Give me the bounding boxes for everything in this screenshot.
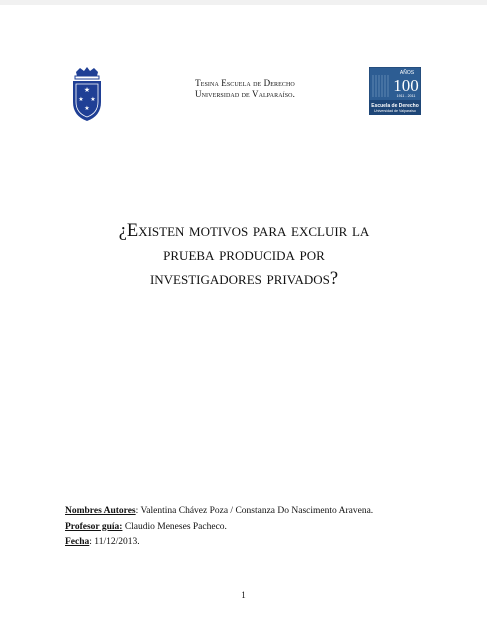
header-line-university: Universidad de Valparaíso.: [195, 89, 295, 99]
anniversary-range: 1911 - 2011: [396, 94, 416, 98]
anniversary-years: 100: [393, 76, 419, 95]
title-line-1: ¿Existen motivos para excluir la: [118, 221, 370, 241]
thesis-metadata: [65, 504, 445, 551]
date-label: Fecha: [65, 537, 90, 547]
anniversary-word: AÑOS: [399, 70, 415, 76]
authors-value: : Valentina Chávez Poza / Constanza Do Nascimento Aravena.: [135, 506, 374, 516]
svg-text:★: ★: [90, 96, 96, 103]
advisor-label: Profesor guía:: [65, 521, 123, 532]
advisor-value: Claudio Meneses Pacheco.: [122, 521, 227, 532]
thesis-title: [56, 219, 432, 291]
authors-label: Nombres Autores: [65, 506, 136, 516]
date-value: : 11/12/2013.: [89, 537, 140, 547]
anniversary-logo: [369, 67, 421, 115]
title-line-2: prueba producida por: [163, 245, 325, 265]
svg-text:★: ★: [83, 86, 91, 94]
page-top-edge: [0, 0, 487, 5]
page-number: 1: [241, 590, 246, 600]
anniversary-university: Universidad de Valparaíso: [374, 109, 416, 113]
header-line-school: Tesina Escuela de Derecho: [195, 78, 295, 88]
authors-row: [65, 504, 445, 520]
title-line-3: investigadores privados?: [149, 269, 339, 289]
anniversary-school: Escuela de Derecho: [371, 103, 419, 109]
date-row: [65, 535, 445, 551]
advisor-row: [65, 520, 445, 536]
university-crest-logo: [70, 66, 104, 122]
svg-text:★: ★: [84, 105, 90, 112]
svg-text:★: ★: [78, 96, 84, 103]
header-institution: [150, 78, 340, 100]
